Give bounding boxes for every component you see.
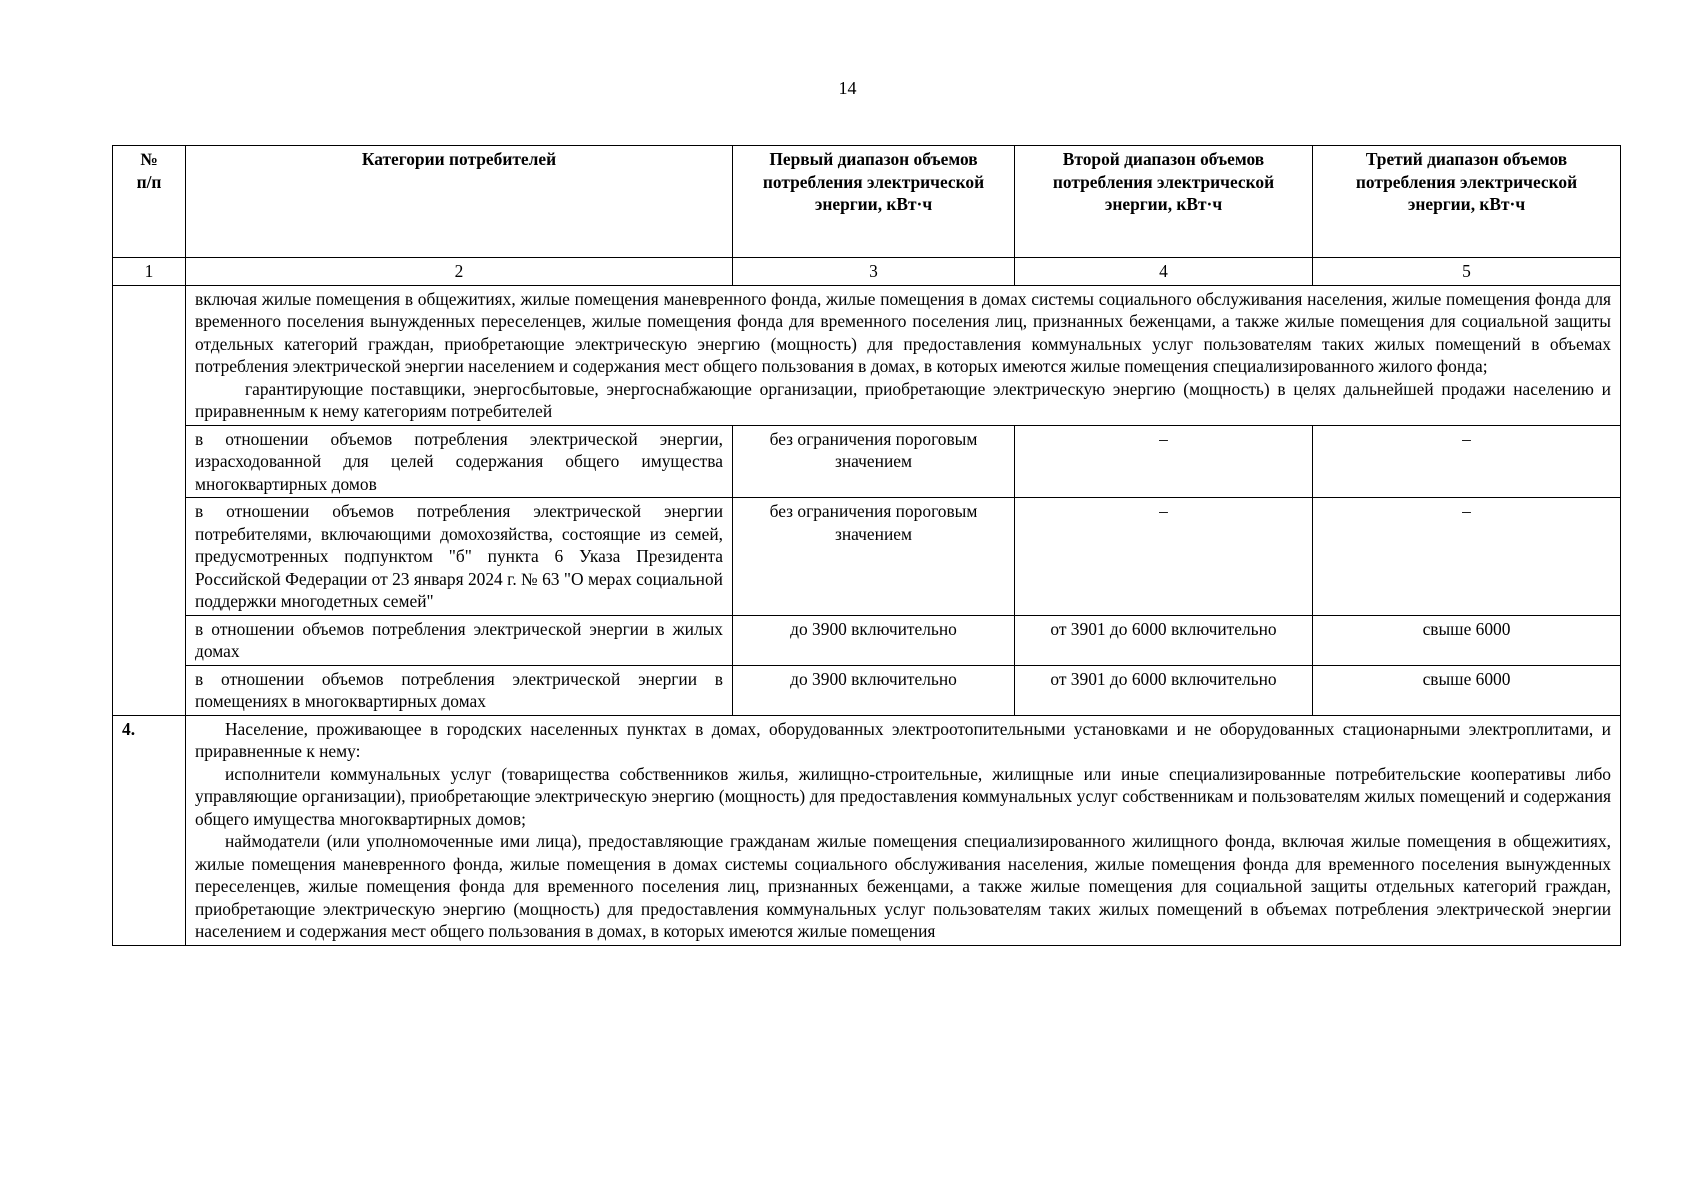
subcategory-description: в отношении объемов потребления электрической энергии в помещениях в многоквартирных домах	[186, 665, 733, 715]
subcategory-description: в отношении объемов потребления электрической энергии, израсходованной для целей содержания общего имущества многоквартирных домов	[186, 425, 733, 498]
range1-value: без ограничения пороговым значением	[733, 498, 1015, 616]
table-row	[113, 615, 1621, 665]
subcategory-description: в отношении объемов потребления электрической энергии потребителями, включающими домохозяйства, состоящие из семей, предусмотренных подпунктом "б" пункта 6 Указа Президента Российской Федерации от 23 января 2024 г. № 63 "О мерах социальной поддержки многодетных семей"	[186, 498, 733, 616]
colnum-5: 5	[1313, 258, 1621, 286]
header-num: № п/п	[113, 146, 186, 258]
header-range1: Первый диапазон объемов потребления электрической энергии, кВт·ч	[733, 146, 1015, 258]
range2-value: от 3901 до 6000 включительно	[1015, 665, 1313, 715]
range3-value: свыше 6000	[1313, 665, 1621, 715]
range1-value: без ограничения пороговым значением	[733, 425, 1015, 498]
category-paragraph-3: наймодатели (или уполномоченные ими лица), предоставляющие гражданам жилые помещения специализированного жилищного фонда, включая жилые помещения в общежитиях, жилые помещения маневренного фонда, жилые помещения в домах системы социального обслуживания населения, жилые помещения фонда для временного поселения вынужденных переселенцев, жилые помещения фонда для временного поселения лиц, признанных беженцами, а также жилые помещения для социальной защиты отдельных категорий граждан, приобретающие электрическую энергию (мощность) для предоставления коммунальных услуг пользователям таких жилых помещений в объемах потребления электрической энергии населением и содержания мест общего пользования в домах, в которых имеются жилые помещения	[195, 831, 1611, 941]
page-number: 14	[838, 78, 857, 98]
range3-value: свыше 6000	[1313, 615, 1621, 665]
range1-value: до 3900 включительно	[733, 665, 1015, 715]
range1-value: до 3900 включительно	[733, 615, 1015, 665]
category-row-4	[113, 715, 1621, 945]
row-number: 4.	[113, 715, 186, 945]
subcategory-description: в отношении объемов потребления электрической энергии в жилых домах	[186, 615, 733, 665]
colnum-3: 3	[733, 258, 1015, 286]
header-range2: Второй диапазон объемов потребления электрической энергии, кВт·ч	[1015, 146, 1313, 258]
table-row	[113, 665, 1621, 715]
category-paragraph-2: исполнители коммунальных услуг (товарищества собственников жилья, жилищно-строительные, жилищные или иные специализированные потребительские кооперативы либо управляющие организации), приобретающие электрическую энергию (мощность) для предоставления коммунальных услуг собственникам и пользователям жилых помещений и содержания общего имущества многоквартирных домов;	[195, 763, 1611, 829]
table-row	[113, 498, 1621, 616]
continuation-num-cell	[113, 285, 186, 715]
continuation-row	[113, 285, 1621, 425]
category-text	[186, 715, 1621, 945]
header-range3: Третий диапазон объемов потребления электрической энергии, кВт·ч	[1313, 146, 1621, 258]
category-paragraph-1: Население, проживающее в городских населенных пунктах в домах, оборудованных электроотопительными установками и не оборудованных стационарными электроплитами, и приравненные к нему:	[195, 718, 1611, 761]
range2-value: от 3901 до 6000 включительно	[1015, 615, 1313, 665]
header-category: Категории потребителей	[186, 146, 733, 258]
range3-value: –	[1313, 498, 1621, 616]
header-row	[113, 146, 1621, 258]
column-numbers-row	[113, 258, 1621, 286]
continuation-text	[186, 285, 1621, 425]
tariff-table	[112, 145, 1621, 946]
range2-value: –	[1015, 498, 1313, 616]
colnum-1: 1	[113, 258, 186, 286]
colnum-2: 2	[186, 258, 733, 286]
colnum-4: 4	[1015, 258, 1313, 286]
range3-value: –	[1313, 425, 1621, 498]
continuation-paragraph-1: включая жилые помещения в общежитиях, жилые помещения маневренного фонда, жилые помещения в домах системы социального обслуживания населения, жилые помещения фонда для временного поселения вынужденных переселенцев, жилые помещения фонда для временного поселения лиц, признанных беженцами, а также жилые помещения для социальной защиты отдельных категорий граждан, приобретающие электрическую энергию (мощность) для предоставления коммунальных услуг пользователям таких жилых помещений в объемах потребления электрической энергии населением и содержания мест общего пользования в домах, в которых имеются жилые помещения специализированного жилого фонда;	[195, 288, 1611, 376]
table-row	[113, 425, 1621, 498]
continuation-paragraph-2: гарантирующие поставщики, энергосбытовые, энергоснабжающие организации, приобретающие электрическую энергию (мощность) в целях дальнейшей продажи населению и приравненным к нему категориям потребителей	[195, 378, 1611, 421]
range2-value: –	[1015, 425, 1313, 498]
